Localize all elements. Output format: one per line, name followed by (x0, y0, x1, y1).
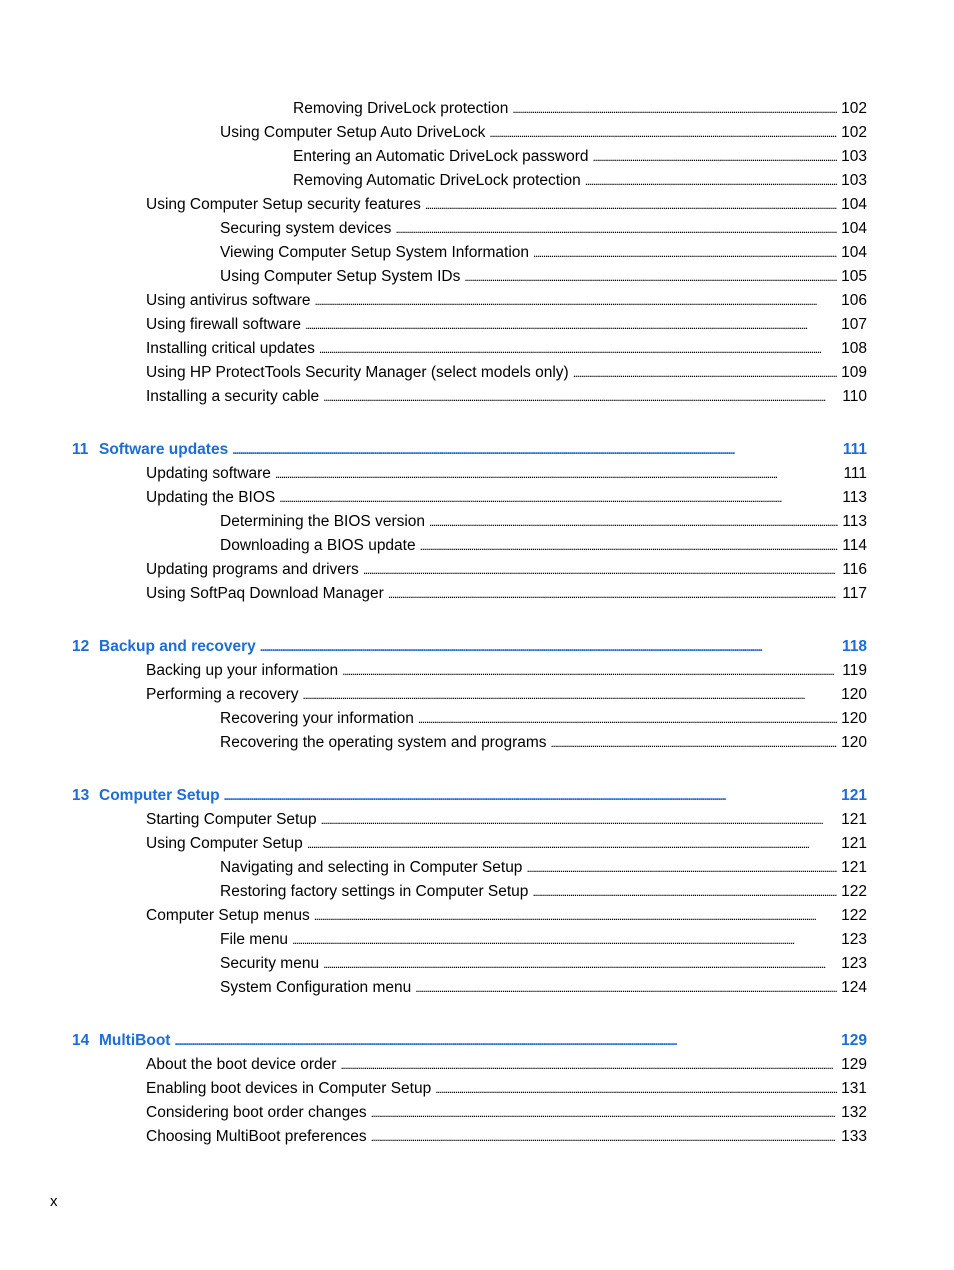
chapter-number: 13 (72, 787, 90, 804)
toc-entry[interactable] (220, 949, 867, 973)
toc-entry-title: System Configuration menu (220, 979, 412, 996)
dot-leader (302, 686, 833, 704)
toc-entry[interactable] (146, 829, 867, 853)
dot-leader (512, 100, 837, 118)
dot-leader (323, 955, 833, 973)
toc-entry[interactable] (220, 853, 867, 877)
toc-page-number: 102 (841, 100, 867, 117)
dot-leader (573, 364, 837, 382)
chapter-number: 12 (72, 638, 90, 655)
toc-entry[interactable] (146, 190, 867, 214)
toc-chapter-entry[interactable] (72, 435, 867, 459)
toc-entry-title: Removing DriveLock protection (293, 100, 509, 117)
toc-entry[interactable] (220, 238, 867, 262)
chapter-number: 11 (72, 441, 89, 458)
toc-entry[interactable] (220, 118, 867, 142)
toc-entry-title: Performing a recovery (146, 686, 299, 703)
dot-leader (429, 513, 838, 531)
toc-entry-title (72, 638, 260, 656)
dot-leader (292, 931, 833, 949)
toc-page-number: 117 (842, 585, 867, 602)
toc-entry-title: Recovering the operating system and programs (220, 734, 547, 751)
toc-entry-title: Entering an Automatic DriveLock password (293, 148, 589, 165)
toc-page-number: 121 (841, 859, 867, 876)
toc-page-number: 116 (842, 561, 867, 578)
dot-leader (232, 441, 833, 459)
toc-page-number: 123 (841, 931, 867, 948)
toc-entry-title: Installing a security cable (146, 388, 320, 405)
toc-page-number: 104 (841, 244, 867, 261)
toc-entry-title: Restoring factory settings in Computer Setup (220, 883, 529, 900)
toc-entry[interactable] (220, 728, 867, 752)
toc-page-number: 120 (841, 734, 867, 751)
toc-entry-title: About the boot device order (146, 1056, 337, 1073)
dot-leader (526, 859, 837, 877)
toc-entry-title: Using Computer Setup security features (146, 196, 421, 213)
toc-entry-title: Security menu (220, 955, 320, 972)
toc-page-number: 104 (841, 220, 867, 237)
toc-page-number: 111 (843, 465, 867, 482)
dot-leader (388, 585, 836, 603)
toc-page-number: 113 (842, 489, 867, 506)
toc-entry[interactable] (220, 262, 867, 286)
dot-leader (260, 638, 833, 656)
toc-page-number: 120 (841, 686, 867, 703)
dot-leader (489, 124, 837, 142)
chapter-title: Backup and recovery (99, 638, 256, 655)
toc-entry[interactable] (146, 382, 867, 406)
dot-leader (371, 1104, 836, 1122)
toc-entry-title: Starting Computer Setup (146, 811, 317, 828)
toc-entry-title: Using antivirus software (146, 292, 311, 309)
toc-entry[interactable] (293, 94, 867, 118)
toc-entry-title: Removing Automatic DriveLock protection (293, 172, 581, 189)
toc-chapter-entry[interactable] (72, 781, 867, 805)
toc-entry[interactable] (146, 579, 867, 603)
dot-leader (340, 1056, 833, 1074)
toc-page-number: 113 (842, 513, 867, 530)
chapter-number: 14 (72, 1032, 90, 1049)
dot-leader (342, 662, 833, 680)
toc-entry-title: Computer Setup menus (146, 907, 310, 924)
dot-leader (314, 907, 833, 925)
toc-chapter-entry[interactable] (72, 632, 867, 656)
toc-entry[interactable] (146, 459, 867, 483)
toc-entry-title: Considering boot order changes (146, 1104, 367, 1121)
toc-entry-title: Determining the BIOS version (220, 513, 426, 530)
dot-leader (395, 220, 836, 238)
toc-entry[interactable] (146, 1074, 867, 1098)
toc-entry[interactable] (146, 334, 867, 358)
toc-entry[interactable] (220, 214, 867, 238)
dot-leader (533, 244, 837, 262)
toc-page-number: 133 (841, 1128, 867, 1145)
dot-leader (420, 537, 838, 555)
toc-entry[interactable] (146, 1122, 867, 1146)
toc-page-number: 114 (842, 537, 867, 554)
toc-page-number: 109 (841, 364, 867, 381)
toc-page-number: 103 (841, 148, 867, 165)
toc-entry-title (72, 441, 232, 459)
toc-entry[interactable] (220, 704, 867, 728)
toc-entry-title: Enabling boot devices in Computer Setup (146, 1080, 432, 1097)
toc-entry[interactable] (220, 973, 867, 997)
toc-entry[interactable] (146, 1050, 867, 1074)
toc-page-number: 105 (841, 268, 867, 285)
toc-entry-title: Navigating and selecting in Computer Setup (220, 859, 523, 876)
toc-entry[interactable] (146, 901, 867, 925)
toc-entry-title: Recovering your information (220, 710, 414, 727)
page-number: x (50, 1193, 58, 1210)
toc-page-number: 120 (841, 710, 867, 727)
toc-chapter-entry[interactable] (72, 1026, 867, 1050)
toc-page-number: 121 (841, 835, 867, 852)
toc-entry-title: Installing critical updates (146, 340, 315, 357)
toc-entry[interactable] (293, 142, 867, 166)
toc-page-number: 131 (841, 1080, 867, 1097)
toc-entry-title: Using HP ProtectTools Security Manager (select models only) (146, 364, 569, 381)
toc-entry[interactable] (220, 877, 867, 901)
toc-page-number: 121 (841, 811, 867, 828)
toc-page-number: 111 (842, 441, 867, 458)
toc-entry-title: Viewing Computer Setup System Information (220, 244, 530, 261)
dot-leader (551, 734, 838, 752)
toc-entry-title: Using Computer Setup (146, 835, 303, 852)
toc-entry[interactable] (146, 1098, 867, 1122)
dot-leader (425, 196, 837, 214)
toc-page-number: 102 (841, 124, 867, 141)
dot-leader (321, 811, 833, 829)
dot-leader (585, 172, 837, 190)
toc-entry[interactable] (146, 310, 867, 334)
toc-entry[interactable] (146, 358, 867, 382)
toc-page-number: 122 (841, 907, 867, 924)
toc-page-number: 122 (841, 883, 867, 900)
dot-leader (323, 388, 833, 406)
toc-entry-title: Choosing MultiBoot preferences (146, 1128, 367, 1145)
toc-entry-title (72, 787, 224, 805)
dot-leader (224, 787, 833, 805)
toc-entry[interactable] (220, 507, 867, 531)
toc-entry[interactable] (146, 680, 867, 704)
toc-page-number: 123 (841, 955, 867, 972)
table-of-contents (0, 94, 954, 1146)
toc-entry-title: File menu (220, 931, 289, 948)
toc-page-number: 104 (841, 196, 867, 213)
toc-entry-title: Updating programs and drivers (146, 561, 359, 578)
toc-entry[interactable] (146, 483, 867, 507)
dot-leader (415, 979, 837, 997)
dot-leader (435, 1080, 837, 1098)
toc-entry-title: Securing system devices (220, 220, 392, 237)
toc-entry-title: Using firewall software (146, 316, 302, 333)
toc-page-number: 103 (841, 172, 867, 189)
dot-leader (319, 340, 833, 358)
toc-entry[interactable] (146, 286, 867, 310)
toc-entry-title (72, 1032, 174, 1050)
toc-page-number: 108 (841, 340, 867, 357)
toc-page-number: 129 (841, 1056, 867, 1073)
toc-entry-title: Downloading a BIOS update (220, 537, 416, 554)
toc-entry[interactable] (293, 166, 867, 190)
chapter-title: Computer Setup (99, 787, 220, 804)
toc-entry-title: Using Computer Setup System IDs (220, 268, 461, 285)
toc-entry-title: Updating the BIOS (146, 489, 276, 506)
dot-leader (305, 316, 833, 334)
chapter-title: MultiBoot (99, 1032, 171, 1049)
toc-entry-title: Updating software (146, 465, 271, 482)
toc-page-number: 129 (841, 1032, 867, 1049)
toc-entry[interactable] (146, 805, 867, 829)
toc-page-number: 118 (841, 638, 867, 655)
dot-leader (307, 835, 833, 853)
toc-entry-title: Using SoftPaq Download Manager (146, 585, 384, 602)
chapter-title: Software updates (99, 441, 229, 458)
toc-entry[interactable] (146, 656, 867, 680)
toc-page-number: 132 (841, 1104, 867, 1121)
toc-page-number: 106 (841, 292, 867, 309)
dot-leader (532, 883, 837, 901)
toc-page-number: 124 (841, 979, 867, 996)
toc-page-number: 110 (842, 388, 867, 405)
dot-leader (315, 292, 833, 310)
dot-leader (174, 1032, 833, 1050)
toc-entry[interactable] (220, 925, 867, 949)
dot-leader (279, 489, 833, 507)
toc-entry[interactable] (220, 531, 867, 555)
toc-entry-title: Using Computer Setup Auto DriveLock (220, 124, 486, 141)
dot-leader (371, 1128, 836, 1146)
dot-leader (418, 710, 837, 728)
dot-leader (593, 148, 838, 166)
dot-leader (363, 561, 835, 579)
dot-leader (275, 465, 833, 483)
dot-leader (464, 268, 837, 286)
toc-page-number: 121 (841, 787, 867, 804)
toc-page-number: 119 (842, 662, 867, 679)
toc-entry[interactable] (146, 555, 867, 579)
toc-entry-title: Backing up your information (146, 662, 339, 679)
toc-page-number: 107 (841, 316, 867, 333)
